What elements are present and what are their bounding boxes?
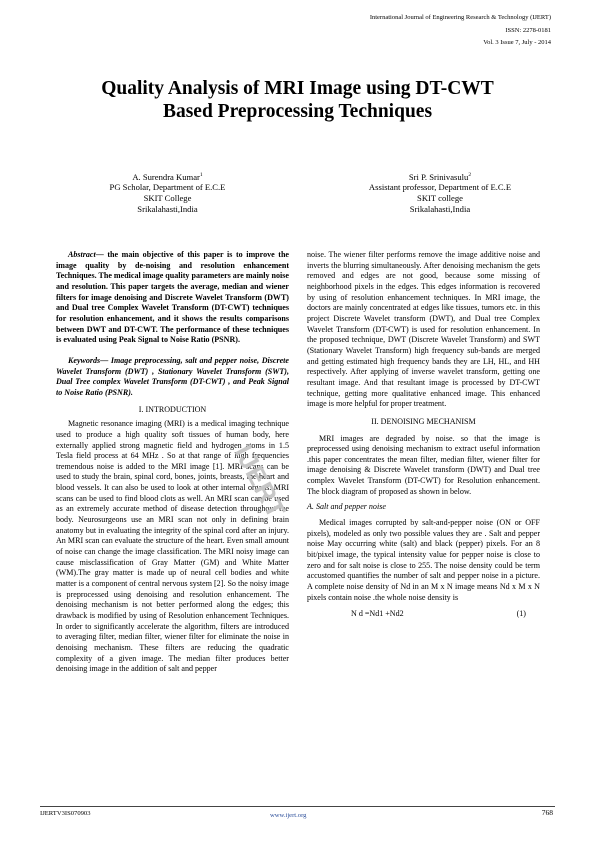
author-1-name: A. Surendra Kumar — [132, 171, 200, 182]
abstract-text: the main objective of this paper is to improve the image quality by de-noising and resolution enhancement Techniques. The medical image quality parameters are mainly noise and resolution. This paper targets the average, median and wiener filters for image denoising and Discrete Wavelet Transform (DWT) and Dual tree Complex Wavelet Transform (DT-CWT) techniques for resolution enhancement, and it shows the results comparisons between DWT and DT-CWT. The performance of these techniques is evaluated using Peak Signal to Noise Ratio (PSNR). — [56, 250, 289, 345]
issn: ISSN: 2278-0181 — [505, 26, 551, 34]
introduction-text: Magnetic resonance imaging (MRI) is a medical imaging technique used to produce a high quality soft tissues of human body, here externally applied strong magnetic field and hydrogen atoms in 1.5 Tesla field process at 64 MHz . So at that range of high frequencies tremendous noise is added to the MRI image [1]. MRI scans can be used to study the brain, spinal cord, bones, joints, breasts, the heart and blood vessels. It can also be used to look at other internal organs. MRI scans can be used to find blood clots as well. An MRI scan can be used as an extremely accurate method of disease detection throughout the body. Neurosurgeons use an MRI scan not only in defining brain anatomy but in evaluating the integrity of the spinal cord after an injury. An MRI scan can evaluate the structure of the heart. Even small amount of noise can change the image classification. The MRI noisy image can cause misclassification of Gray Matter (GM) and White Matter (WM).The gray matter is made up of neural cell bodies and white matter is a component of central nervous system [2]. So the noisy image is preprocessed using denoising and resolution enhancement. The denoising mechanism is not better performed along the edges; this drawback is modified by using of Resolution enhancement Techniques. In order to significantly accelerate the algorithm, filters are introduced to averaging filter, median filter, wiener filter for eliminate the noise in denoising mechanism. These filters are reducing the quadratic complexity of a given image. The median filter produces better denoising image in the addition of salt and pepper — [56, 419, 289, 674]
denoising-paragraph: MRI images are degraded by noise. so that the image is preprocessed using denoising mechanism to extract useful information .this paper concentrates the mean filter, median filter, wiener filter for image denoising & Discrete Wavelet transform (DWT) and Dual tree complex Wavelet Transform (DT-CWT) for Resolution enhancement. The block diagram of proposed as shown in below. — [307, 433, 540, 496]
footer-website-link[interactable]: www.ijert.org — [270, 812, 307, 819]
author-2-role: Assistant professor, Department of E.C.E — [368, 182, 512, 193]
section-heading-introduction: I. INTRODUCTION — [138, 404, 207, 414]
author-1-sup: 1 — [199, 172, 203, 178]
keywords — [56, 356, 289, 399]
author-2-org: SKIT college — [417, 193, 463, 204]
title-line-1: Quality Analysis of MRI Image using DT-CWT — [101, 78, 494, 99]
volume-issue: Vol. 3 Issue 7, July - 2014 — [483, 39, 551, 46]
journal-header — [370, 12, 551, 50]
subsection-heading-salt-pepper: A. Salt and pepper noise — [307, 502, 386, 512]
equation-text: N d =Nd1 +Nd2 — [351, 609, 404, 619]
author-1 — [80, 170, 255, 214]
author-1-place: Srikalahasti,India — [137, 203, 198, 214]
abstract-label: Abstract— — [68, 250, 104, 259]
author-2 — [340, 170, 540, 214]
right-paragraph-1: noise. The wiener filter performs remove the image additive noise and inverts the blurring simultaneously. After denoising mechanism the gets removed and edges are not good, because some missing of neighborhood pixels in the edges. This edges information is recovered by using of resolution enhancement techniques. In MRI image, the doctors are mainly concentrated at edges like tissues, tumors etc. in this project Discrete Wavelet transform (DWT), and Dual tree Complex Wavelet Transform (DT-CWT) is used for resolution enhancement. In the proposed technique, DWT (Discrete Wavelet Transform) and SWT (Stationary Wavelet Transform) high frequency sub-bands are merged and getting estimated high frequency bands they are LH, HL, and HH respectively. After applying of inverse wavelet transform, getting one resultant image. And that resultant image is processed by DT-CWT technique, getting more qualitative enhanced image. This enhanced image is more helpful for proper treatment. — [307, 250, 540, 409]
author-2-name: Sri P. Srinivasulu — [408, 171, 469, 182]
equation-number: (1) — [516, 609, 526, 619]
journal-name: International Journal of Engineering Research & Technology (IJERT) — [369, 14, 551, 21]
author-1-org: SKIT College — [143, 193, 192, 204]
equation-1 — [307, 609, 540, 620]
ijert-watermark: IJERT — [228, 440, 292, 524]
abstract — [56, 250, 289, 346]
footer-page-number: 768 — [541, 808, 553, 817]
keywords-text: Image preprocessing, salt and pepper noise, Discrete Wavelet Transform (DWT) , Stationary Wavelet Transform (SWT), Dual Tree complex Wavelet Transform (DT-CWT) , and Peak Signal to Noise Ratio (PSNR). — [56, 355, 289, 397]
title-line-2: Based Preprocessing Techniques — [162, 101, 433, 122]
paper-title — [40, 77, 555, 123]
salt-pepper-paragraph: Medical images corrupted by salt-and-pepper noise (ON or OFF pixels), modeled as only two possible values they are . Salt and pepper noise May occurring white (salt) and black (pepper) pixels. For an 8 bit/pixel image, the typical intensity value for pepper noise is close to zero and for salt noise is close to 255. The noise density could be term accustomed quantifies the number of salt and pepper noise in a picture. A complete noise density of Nd in an M x N image means Nd x M x N pixels contain noise .the whole noise density is — [307, 518, 540, 602]
footer-paper-id: IJERTV3IS070903 — [40, 810, 91, 817]
section-heading-denoising: II. DENOISING MECHANISM — [371, 416, 476, 426]
author-1-role: PG Scholar, Department of E.C.E — [109, 182, 226, 193]
keywords-label: Keywords— — [68, 355, 109, 365]
author-2-place: Srikalahasti,India — [409, 203, 471, 214]
author-2-sup: 2 — [468, 172, 472, 178]
footer-rule — [40, 806, 555, 807]
right-column — [307, 250, 540, 620]
